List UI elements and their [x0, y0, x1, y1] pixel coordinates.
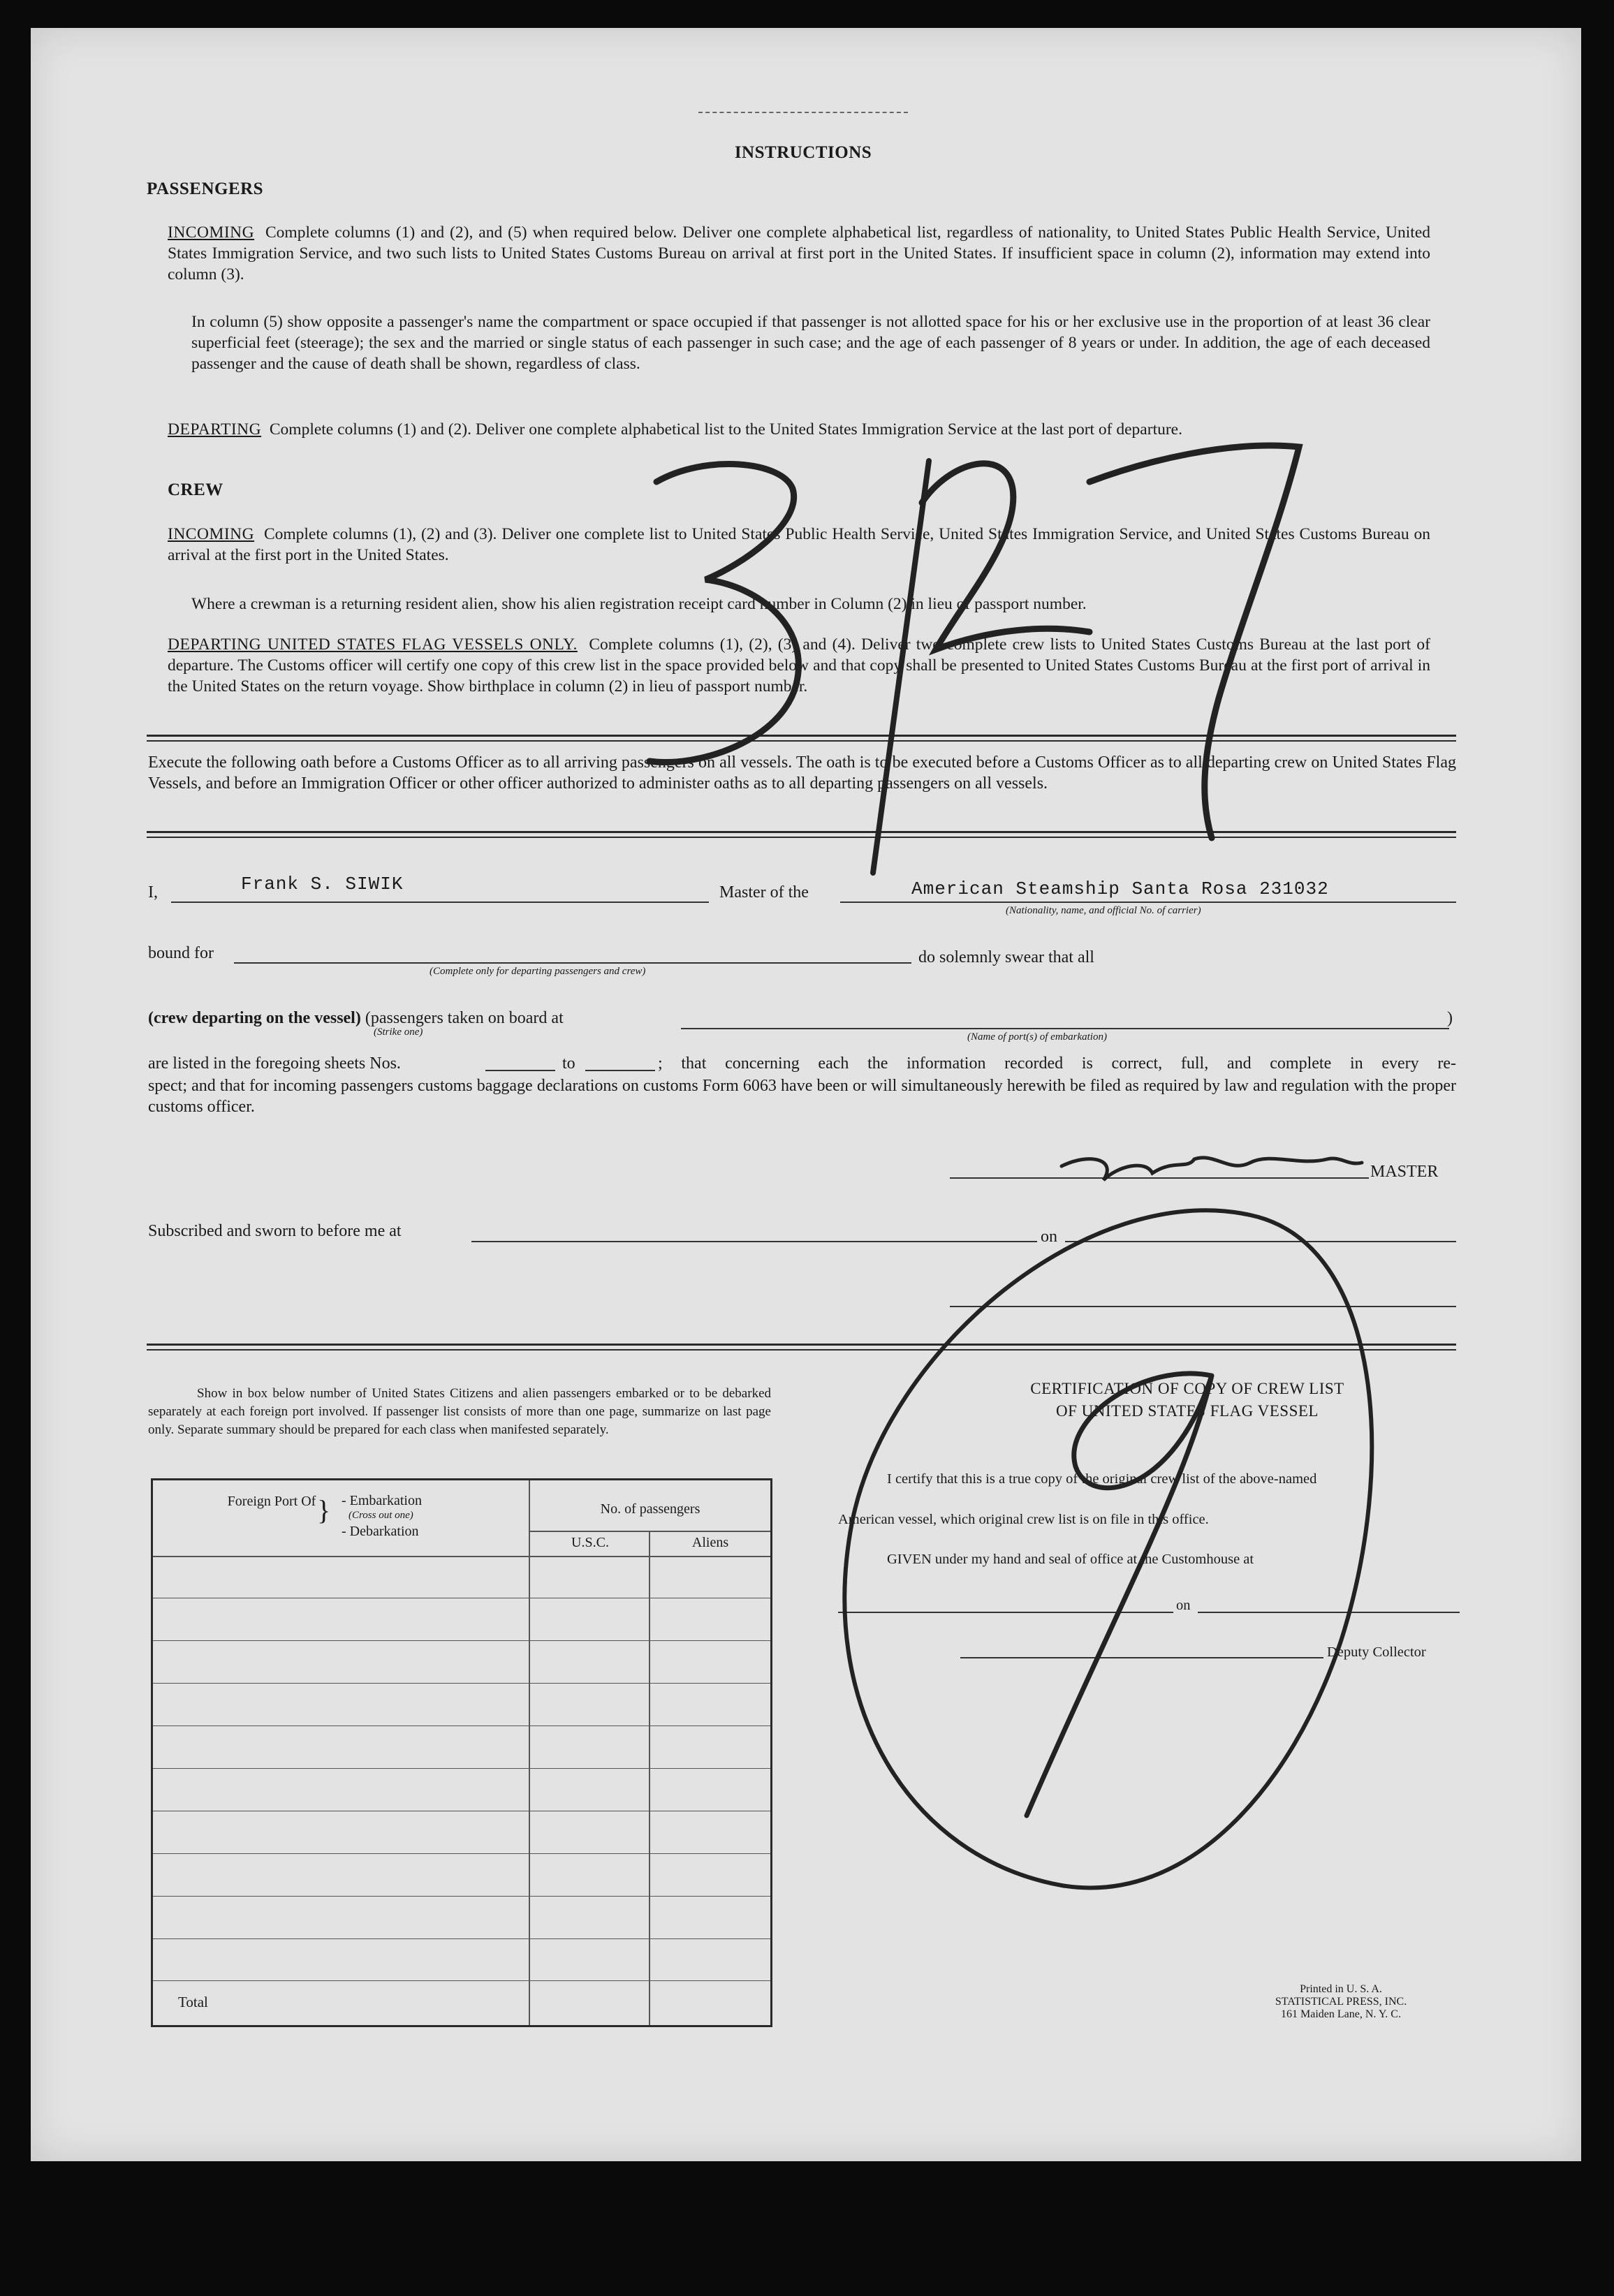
- listed-text-3: spect; and that for incoming passengers customs baggage declarations on customs Form 6063 have been or will simultaneously herewith be filed as required by law and regulation with the proper customs officer.: [148, 1077, 1456, 1116]
- close-paren: ): [1447, 1009, 1453, 1027]
- listed-text-1: are listed in the foregoing sheets Nos.: [148, 1054, 401, 1073]
- cert-given-text: GIVEN under my hand and seal of office at the Customhouse at: [887, 1552, 1254, 1567]
- aliens-header: Aliens: [691, 1535, 729, 1550]
- brace-icon: }: [317, 1494, 331, 1526]
- cert-body-2: American vessel, which original crew list is on file in this office.: [838, 1512, 1209, 1527]
- strike-one-caption: (Strike one): [374, 1026, 423, 1038]
- oath-intro: Execute the following oath before a Customs Officer as to all arriving passengers on all vessels. The oath is to be executed before a Customs Officer as to all departing crew on United States Flag Vessels, and before an Immigration Officer or other officer authorized to administer oaths as to all departing passengers on all vessels.: [148, 753, 1456, 793]
- passengers-departing-text: Complete columns (1) and (2). Deliver one complete alphabetical list to the United States Immigration Service at the last port of departure.: [269, 420, 1182, 439]
- printer-line-2: STATISTICAL PRESS, INC.: [1275, 1996, 1407, 2008]
- deputy-label: Deputy Collector: [1327, 1644, 1426, 1660]
- handwritten-7: [1090, 446, 1299, 838]
- master-signature: [1062, 1158, 1362, 1180]
- ports-caption: (Name of port(s) of embarkation): [967, 1031, 1107, 1043]
- embarkation-label: - Embarkation: [342, 1493, 422, 1508]
- handwritten-slash: [873, 461, 929, 873]
- crew-departing-option: (crew departing on the vessel): [148, 1009, 361, 1027]
- summary-instructions: Show in box below number of United States Citizens and alien passengers embarked or to be debarked separately at each foreign port involved. If passenger list consists of more than one page, summarize on last page only. Separate summary should be prepared for each class when manifested separately.: [148, 1386, 771, 1437]
- col-foreign-port: Foreign Port Of: [227, 1494, 316, 1509]
- passengers-column5-paragraph: In column (5) show opposite a passenger's name the compartment or space occupied if that passenger is not allotted space for his or her exclusive use in the proportion of at least 36 clear superficial feet (steerage); the sex and the married or single status of each passenger in such case; and the age of each passenger of 8 years or under. In addition, the age of each deceased passenger and the cause of death shall be shown, regardless of class.: [191, 313, 1430, 373]
- cross-out-label: (Cross out one): [349, 1510, 413, 1521]
- passengers-incoming-label: INCOMING: [168, 223, 255, 242]
- handwritten-3: [650, 464, 798, 763]
- bound-for-label: bound for: [148, 944, 214, 962]
- usc-header: U.S.C.: [571, 1535, 609, 1550]
- master-label: MASTER: [1370, 1163, 1439, 1181]
- handwritten-9: [1027, 1374, 1212, 1816]
- debarkation-label: - Debarkation: [342, 1524, 419, 1539]
- cert-body-1: I certify that this is a true copy of the original crew list of the above-named: [887, 1471, 1317, 1487]
- passengers-heading: PASSENGERS: [147, 179, 264, 198]
- handwritten-2: [922, 464, 1090, 649]
- bound-for-caption: (Complete only for departing passengers and crew): [430, 966, 646, 977]
- crew-heading: CREW: [168, 480, 223, 499]
- crew-incoming-label: INCOMING: [168, 525, 255, 543]
- crew-departing-text: Complete columns (1), (2), (3) and (4). Deliver two complete crew lists to United States Customs Bureau at the last port of departure. The Customs officer will certify one copy of this crew list in the space provided below and that copy shall be presented to United States Customs Bureau at the first port of arrival in the United States on the return voyage. Show birthplace in column (2) in lieu of passport number.: [168, 635, 1430, 696]
- cert-title-1: CERTIFICATION OF COPY OF CREW LIST: [1030, 1380, 1344, 1397]
- passengers-taken-option: (passengers taken on board at: [365, 1009, 564, 1027]
- crew-incoming-text: Complete columns (1), (2) and (3). Deliver one complete list to United States Public Health Service, United States Immigration Service, and United States Customs Bureau on arrival at the first port in the United States.: [168, 525, 1430, 564]
- crew-departing-label: DEPARTING UNITED STATES FLAG VESSELS ONLY.: [168, 635, 578, 654]
- subscribed-label: Subscribed and sworn to before me at: [148, 1222, 402, 1240]
- passengers-departing-label: DEPARTING: [168, 420, 262, 439]
- i-label: I,: [148, 883, 158, 902]
- cert-on-label: on: [1176, 1598, 1191, 1613]
- no-passengers-header: No. of passengers: [600, 1501, 700, 1517]
- crew-returning-paragraph: Where a crewman is a returning resident alien, show his alien registration receipt card number in Column (2) in lieu of passport number.: [191, 595, 1087, 613]
- printer-line-1: Printed in U. S. A.: [1300, 1983, 1382, 1995]
- subscribed-on-label: on: [1041, 1228, 1057, 1246]
- listed-text-2: ; that concerning each the information recorded is correct, full, and complete in every re-: [658, 1054, 1456, 1073]
- passengers-incoming-text: Complete columns (1) and (2), and (5) when required below. Deliver one complete alphabetical list, regardless of nationality, to United States Public Health Service, United States Immigration Service, and two such lists to United States Customs Bureau on arrival at first port in the United States. If insufficient space in column (2), information may extend into column (3).: [168, 223, 1431, 284]
- vessel-field[interactable]: American Steamship Santa Rosa 231032: [911, 878, 1329, 899]
- handwritten-circle: [844, 1210, 1372, 1887]
- total-label: Total: [178, 1994, 208, 2010]
- printer-line-3: 161 Maiden Lane, N. Y. C.: [1281, 2008, 1401, 2020]
- vessel-caption: (Nationality, name, and official No. of carrier): [1006, 905, 1201, 916]
- swear-text: do solemnly swear that all: [918, 948, 1094, 966]
- instructions-title: INSTRUCTIONS: [734, 143, 872, 162]
- master-name-field[interactable]: Frank S. SIWIK: [241, 874, 404, 895]
- listed-to: to: [562, 1054, 575, 1073]
- cert-title-2: OF UNITED STATES FLAG VESSEL: [1056, 1402, 1319, 1420]
- master-of-label: Master of the: [719, 883, 809, 902]
